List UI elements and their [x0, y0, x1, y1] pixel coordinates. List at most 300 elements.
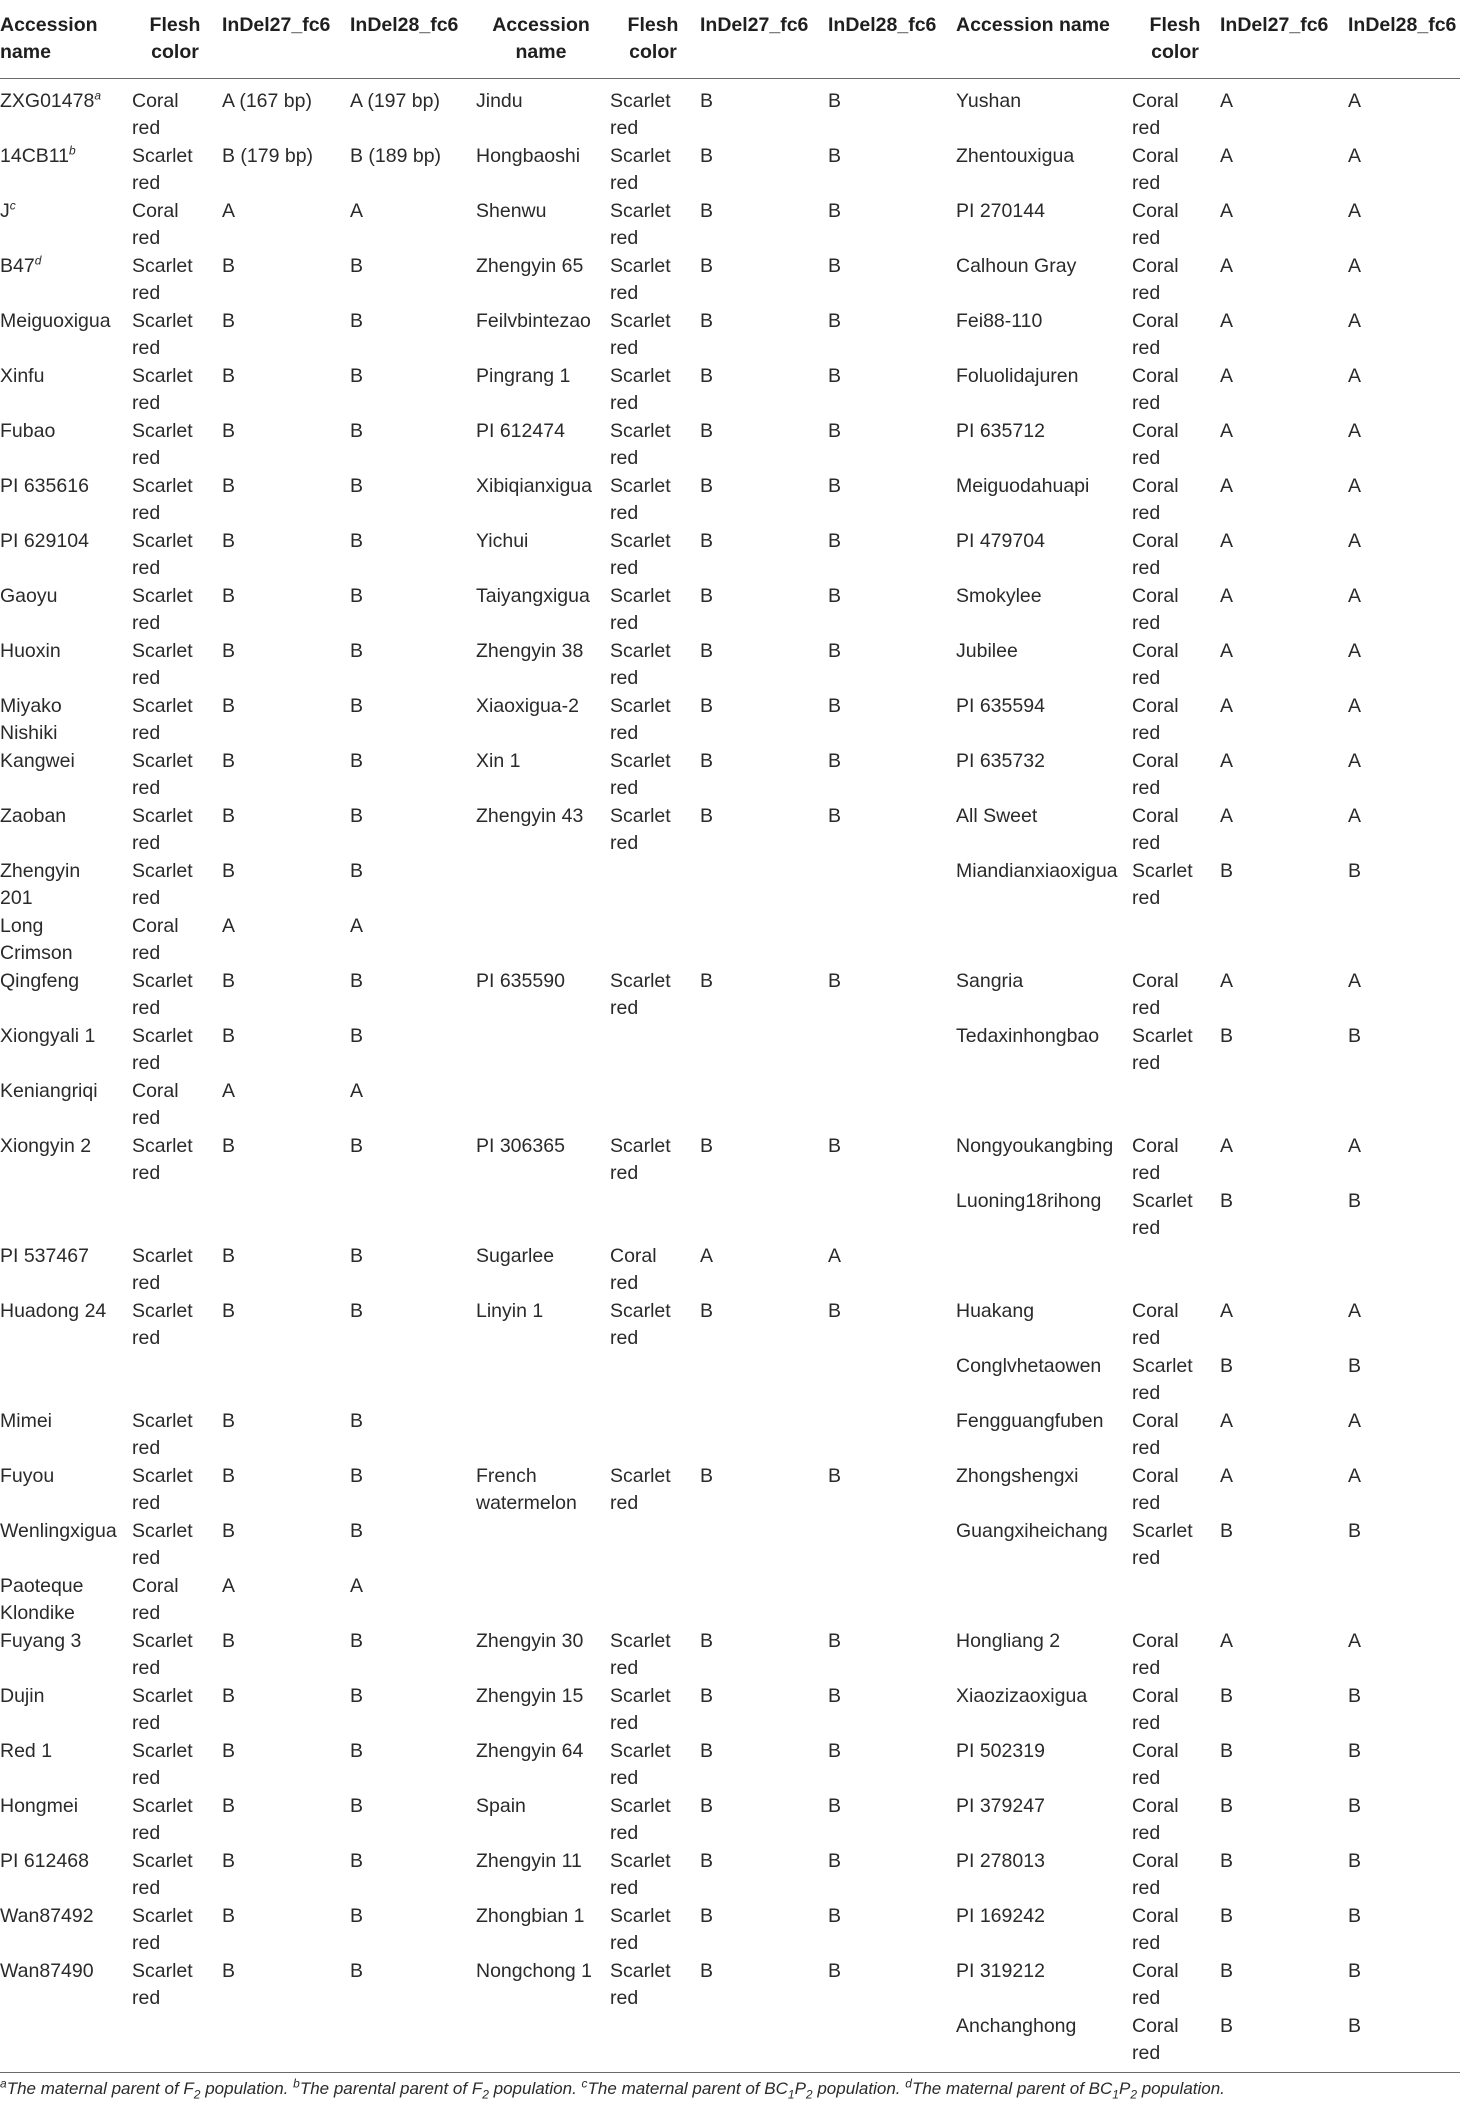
- accession-name-cell: Conglvhetaowen: [956, 1355, 1102, 1377]
- accession-name-cell: Zhengyin 65: [476, 255, 584, 277]
- accession-name-cell: Zhengyin 43: [476, 805, 584, 827]
- indel28-value-cell: A: [1348, 1410, 1362, 1432]
- flesh-color-cell: Coral red: [1132, 475, 1179, 524]
- flesh-color-cell: Coral red: [1132, 365, 1179, 414]
- flesh-color-cell: Scarlet red: [132, 1960, 193, 2009]
- indel28-value-cell: B: [1348, 2015, 1362, 2037]
- accession-name-cell: Hongliang 2: [956, 1630, 1061, 1652]
- indel27-value-cell: B: [222, 1300, 236, 1322]
- accession-name-cell: Hongbaoshi: [476, 145, 581, 167]
- indel28-value-cell: A: [1348, 365, 1362, 387]
- indel27-value-cell: B: [700, 145, 714, 167]
- accession-name-cell: Gaoyu: [0, 585, 58, 607]
- flesh-color-cell: Scarlet red: [132, 420, 193, 469]
- flesh-color-cell: Coral red: [1132, 1795, 1179, 1844]
- accession-name-cell: Zhengyin 64: [476, 1740, 584, 1762]
- indel28-value-cell: B: [350, 1795, 364, 1817]
- accession-name-cell: PI 635732: [956, 750, 1045, 772]
- indel27-value-cell: B: [700, 90, 714, 112]
- accession-name-cell: PI 319212: [956, 1960, 1045, 1982]
- column-header: Flesh color: [1149, 14, 1201, 63]
- footnote-d: $^d$The maternal parent of $BC_1P_2$ population.: [905, 2076, 1225, 2102]
- accession-name-cell: PI 635594: [956, 695, 1045, 717]
- accession-name-cell: Qingfeng: [0, 970, 80, 992]
- accession-name-cell: Miandianxiaoxigua: [956, 860, 1118, 882]
- flesh-color-cell: Coral red: [1132, 1850, 1179, 1899]
- column-header: InDel28_fc6: [350, 14, 459, 36]
- indel28-value-cell: B: [350, 530, 364, 552]
- flesh-color-cell: Scarlet red: [610, 90, 671, 139]
- flesh-color-cell: Scarlet red: [610, 970, 671, 1019]
- indel27-value-cell: B: [1220, 2015, 1234, 2037]
- accession-name-cell: Shenwu: [476, 200, 547, 222]
- accession-name-cell: Huakang: [956, 1300, 1035, 1322]
- indel28-value-cell: B: [1348, 860, 1362, 882]
- indel27-value-cell: B: [1220, 1520, 1234, 1542]
- flesh-color-cell: Scarlet red: [610, 200, 671, 249]
- indel27-value-cell: B: [700, 1465, 714, 1487]
- indel27-value-cell: A: [1220, 145, 1234, 167]
- column-header: Accession name: [956, 14, 1110, 36]
- accession-name-cell: Fei88-110: [956, 310, 1043, 332]
- flesh-color-cell: Coral red: [132, 200, 179, 249]
- footnote-a: $^a$The maternal parent of $F_2$ population.: [0, 2076, 294, 2102]
- indel27-value-cell: A: [1220, 255, 1234, 277]
- indel28-value-cell: B: [350, 1630, 364, 1652]
- indel27-value-cell: B: [1220, 1850, 1234, 1872]
- accession-name-cell: Long Crimson: [0, 915, 73, 964]
- indel27-value-cell: B: [700, 970, 714, 992]
- accession-name-cell: Xiongyali 1: [0, 1025, 96, 1047]
- table-footnotes: [0, 2078, 1460, 2100]
- indel27-value-cell: B: [222, 1520, 236, 1542]
- indel27-value-cell: B: [222, 1135, 236, 1157]
- accession-name-cell: Sugarlee: [476, 1245, 555, 1267]
- indel28-value-cell: A: [1348, 805, 1362, 827]
- flesh-color-cell: Coral red: [1132, 1630, 1179, 1679]
- flesh-color-cell: Coral red: [132, 90, 179, 139]
- indel27-value-cell: B: [222, 1245, 236, 1267]
- flesh-color-cell: Scarlet red: [610, 475, 671, 524]
- flesh-color-cell: Scarlet red: [132, 970, 193, 1019]
- indel28-value-cell: A: [1348, 310, 1362, 332]
- indel27-value-cell: B: [700, 1300, 714, 1322]
- flesh-color-cell: Scarlet red: [610, 1795, 671, 1844]
- flesh-color-cell: Scarlet red: [610, 530, 671, 579]
- indel27-value-cell: A: [1220, 200, 1234, 222]
- indel28-value-cell: B: [350, 1905, 364, 1927]
- indel27-value-cell: B: [700, 475, 714, 497]
- accession-name-text: J: [0, 200, 10, 222]
- column-header: InDel28_fc6: [828, 14, 937, 36]
- accession-name-cell: [0, 143, 128, 170]
- indel28-value-cell: B: [1348, 1685, 1362, 1707]
- indel27-value-cell: A: [1220, 805, 1234, 827]
- indel28-value-cell: B: [828, 200, 842, 222]
- indel27-value-cell: A: [1220, 1465, 1234, 1487]
- indel28-value-cell: B: [350, 1135, 364, 1157]
- indel27-value-cell: B: [700, 1960, 714, 1982]
- flesh-color-cell: Scarlet red: [610, 1850, 671, 1899]
- indel27-value-cell: B: [222, 255, 236, 277]
- flesh-color-cell: Scarlet red: [1132, 1025, 1193, 1074]
- indel27-value-cell: B: [1220, 1905, 1234, 1927]
- flesh-color-cell: Coral red: [1132, 1905, 1179, 1954]
- indel27-value-cell: B: [700, 200, 714, 222]
- indel28-value-cell: A (197 bp): [350, 90, 440, 112]
- flesh-color-cell: Scarlet red: [132, 530, 193, 579]
- flesh-color-cell: Scarlet red: [1132, 860, 1193, 909]
- accession-name-cell: Xiaoxigua-2: [476, 695, 579, 717]
- indel27-value-cell: A: [1220, 1630, 1234, 1652]
- indel28-value-cell: B: [828, 1300, 842, 1322]
- flesh-color-cell: Coral red: [132, 1575, 179, 1624]
- indel27-value-cell: B: [222, 1025, 236, 1047]
- indel27-value-cell: B: [222, 1630, 236, 1652]
- accession-name-cell: [0, 88, 128, 115]
- indel27-value-cell: B: [700, 1135, 714, 1157]
- indel27-value-cell: A (167 bp): [222, 90, 312, 112]
- indel27-value-cell: B: [222, 1465, 236, 1487]
- header-divider: [0, 78, 1460, 79]
- accession-name-cell: [0, 253, 128, 280]
- indel28-value-cell: A: [1348, 90, 1362, 112]
- indel27-value-cell: B: [222, 695, 236, 717]
- flesh-color-cell: Scarlet red: [132, 475, 193, 524]
- flesh-color-cell: Scarlet red: [610, 1685, 671, 1734]
- accession-name-cell: Fuyou: [0, 1465, 55, 1487]
- flesh-color-cell: Scarlet red: [610, 420, 671, 469]
- footnote-marker: b: [69, 143, 76, 158]
- indel28-value-cell: A: [1348, 475, 1362, 497]
- indel28-value-cell: A: [1348, 640, 1362, 662]
- indel28-value-cell: B: [1348, 1025, 1362, 1047]
- indel28-value-cell: A: [828, 1245, 842, 1267]
- flesh-color-cell: Scarlet red: [610, 1465, 671, 1514]
- indel28-value-cell: B: [1348, 1520, 1362, 1542]
- flesh-color-cell: Coral red: [1132, 200, 1179, 249]
- accession-name-cell: PI 635712: [956, 420, 1045, 442]
- footnote-b: $^b$The parental parent of $F_2$ population.: [293, 2076, 582, 2102]
- accession-name-cell: Huadong 24: [0, 1300, 107, 1322]
- accession-name-cell: PI 306365: [476, 1135, 565, 1157]
- flesh-color-cell: Coral red: [1132, 1410, 1179, 1459]
- indel27-value-cell: B: [700, 1905, 714, 1927]
- indel28-value-cell: B: [350, 1850, 364, 1872]
- accession-name-cell: PI 612468: [0, 1850, 89, 1872]
- flesh-color-cell: Scarlet red: [610, 1905, 671, 1954]
- indel28-value-cell: B: [1348, 1905, 1362, 1927]
- indel27-value-cell: B: [700, 695, 714, 717]
- indel27-value-cell: A: [1220, 585, 1234, 607]
- accession-name-cell: Feilvbintezao: [476, 310, 591, 332]
- flesh-color-cell: Coral red: [1132, 1740, 1179, 1789]
- indel28-value-cell: B: [350, 585, 364, 607]
- flesh-color-cell: Coral red: [1132, 970, 1179, 1019]
- accession-name-cell: Linyin 1: [476, 1300, 544, 1322]
- indel28-value-cell: B: [828, 1465, 842, 1487]
- indel27-value-cell: A: [1220, 750, 1234, 772]
- accession-name-cell: Zhongbian 1: [476, 1905, 585, 1927]
- flesh-color-cell: Scarlet red: [132, 1025, 193, 1074]
- flesh-color-cell: Coral red: [1132, 90, 1179, 139]
- indel28-value-cell: B: [350, 365, 364, 387]
- flesh-color-cell: Scarlet red: [132, 1630, 193, 1679]
- indel27-value-cell: B: [700, 750, 714, 772]
- indel28-value-cell: B: [828, 1630, 842, 1652]
- accession-name-cell: PI 379247: [956, 1795, 1045, 1817]
- flesh-color-cell: Coral red: [132, 915, 179, 964]
- accession-name-cell: Zhengyin 38: [476, 640, 584, 662]
- indel28-value-cell: B: [350, 1300, 364, 1322]
- accession-name-cell: Jindu: [476, 90, 523, 112]
- indel28-value-cell: B: [828, 1850, 842, 1872]
- flesh-color-cell: Scarlet red: [610, 1630, 671, 1679]
- column-header: Flesh color: [149, 14, 201, 63]
- flesh-color-cell: Scarlet red: [610, 365, 671, 414]
- accession-name-cell: PI 537467: [0, 1245, 89, 1267]
- indel27-value-cell: B: [700, 1740, 714, 1762]
- indel28-value-cell: B: [828, 420, 842, 442]
- indel28-value-cell: A: [1348, 970, 1362, 992]
- indel28-value-cell: B: [350, 1465, 364, 1487]
- indel27-value-cell: B (179 bp): [222, 145, 314, 167]
- indel28-value-cell: A: [1348, 1300, 1362, 1322]
- flesh-color-cell: Scarlet red: [1132, 1355, 1193, 1404]
- column-header: Accession name: [0, 14, 98, 63]
- accession-name-cell: Wenlingxigua: [0, 1520, 117, 1542]
- indel28-value-cell: A: [1348, 585, 1362, 607]
- indel28-value-cell: B: [828, 1905, 842, 1927]
- accession-name-cell: Paoteque Klondike: [0, 1575, 84, 1624]
- flesh-color-cell: Scarlet red: [132, 860, 193, 909]
- indel27-value-cell: B: [1220, 1960, 1234, 1982]
- flesh-color-cell: Scarlet red: [132, 1245, 193, 1294]
- accession-name-cell: Pingrang 1: [476, 365, 571, 387]
- indel28-value-cell: A: [1348, 1135, 1362, 1157]
- accession-name-cell: PI 479704: [956, 530, 1045, 552]
- indel27-value-cell: B: [222, 475, 236, 497]
- column-header: InDel27_fc6: [1220, 14, 1329, 36]
- flesh-color-cell: Scarlet red: [610, 1135, 671, 1184]
- accession-name-cell: PI 629104: [0, 530, 89, 552]
- flesh-color-cell: Scarlet red: [132, 1300, 193, 1349]
- flesh-color-cell: Coral red: [610, 1245, 657, 1294]
- indel28-value-cell: B: [1348, 1850, 1362, 1872]
- indel27-value-cell: B: [222, 1410, 236, 1432]
- indel27-value-cell: B: [222, 640, 236, 662]
- flesh-color-cell: Scarlet red: [132, 1410, 193, 1459]
- indel28-value-cell: B: [350, 1025, 364, 1047]
- footnote-marker: a: [94, 88, 101, 103]
- flesh-color-cell: Scarlet red: [132, 1740, 193, 1789]
- flesh-color-cell: Scarlet red: [610, 695, 671, 744]
- flesh-color-cell: Scarlet red: [610, 1960, 671, 2009]
- accession-name-cell: PI 635590: [476, 970, 565, 992]
- indel27-value-cell: A: [1220, 90, 1234, 112]
- accession-name-cell: Fuyang 3: [0, 1630, 82, 1652]
- indel27-value-cell: B: [1220, 1355, 1234, 1377]
- indel28-value-cell: A: [1348, 530, 1362, 552]
- accession-name-cell: PI 278013: [956, 1850, 1045, 1872]
- indel28-value-cell: B: [828, 1135, 842, 1157]
- accession-name-cell: Hongmei: [0, 1795, 79, 1817]
- accession-name-cell: Mimei: [0, 1410, 52, 1432]
- indel28-value-cell: B: [350, 1245, 364, 1267]
- indel27-value-cell: B: [700, 805, 714, 827]
- flesh-color-cell: Coral red: [1132, 1300, 1179, 1349]
- indel28-value-cell: B: [350, 640, 364, 662]
- indel27-value-cell: A: [1220, 1300, 1234, 1322]
- indel27-value-cell: A: [1220, 530, 1234, 552]
- indel27-value-cell: A: [1220, 365, 1234, 387]
- indel27-value-cell: B: [222, 420, 236, 442]
- footnote-c: $^c$The maternal parent of $BC_1P_2$ population.: [581, 2076, 906, 2102]
- flesh-color-cell: Scarlet red: [610, 255, 671, 304]
- accession-name-text: B47: [0, 255, 35, 277]
- indel27-value-cell: A: [222, 915, 236, 937]
- flesh-color-cell: Scarlet red: [132, 1465, 193, 1514]
- indel28-value-cell: A: [350, 915, 364, 937]
- flesh-color-cell: Coral red: [1132, 695, 1179, 744]
- indel27-value-cell: B: [700, 530, 714, 552]
- accession-name-cell: Keniangriqi: [0, 1080, 98, 1102]
- column-header: InDel28_fc6: [1348, 14, 1457, 36]
- indel27-value-cell: B: [222, 970, 236, 992]
- indel28-value-cell: B: [828, 145, 842, 167]
- indel28-value-cell: B (189 bp): [350, 145, 442, 167]
- indel27-value-cell: B: [222, 1685, 236, 1707]
- flesh-color-cell: Scarlet red: [132, 1850, 193, 1899]
- flesh-color-cell: Coral red: [1132, 420, 1179, 469]
- indel27-value-cell: B: [222, 1960, 236, 1982]
- flesh-color-cell: Coral red: [1132, 310, 1179, 359]
- indel28-value-cell: B: [828, 255, 842, 277]
- flesh-color-cell: Scarlet red: [132, 805, 193, 854]
- indel27-value-cell: A: [1220, 310, 1234, 332]
- indel28-value-cell: B: [350, 255, 364, 277]
- indel28-value-cell: B: [828, 585, 842, 607]
- indel28-value-cell: A: [1348, 1630, 1362, 1652]
- indel28-value-cell: B: [828, 310, 842, 332]
- footnote-marker: c: [9, 198, 16, 213]
- indel28-value-cell: B: [1348, 1795, 1362, 1817]
- indel27-value-cell: A: [222, 1575, 236, 1597]
- flesh-color-cell: Scarlet red: [610, 145, 671, 194]
- accession-name-cell: Calhoun Gray: [956, 255, 1077, 277]
- flesh-color-cell: Scarlet red: [132, 255, 193, 304]
- accession-name-cell: Wan87490: [0, 1960, 94, 1982]
- flesh-color-cell: Coral red: [1132, 585, 1179, 634]
- indel27-value-cell: B: [700, 310, 714, 332]
- accession-name-cell: Jubilee: [956, 640, 1018, 662]
- flesh-color-cell: Coral red: [1132, 640, 1179, 689]
- indel28-value-cell: B: [828, 750, 842, 772]
- indel27-value-cell: A: [1220, 695, 1234, 717]
- accession-name-cell: All Sweet: [956, 805, 1038, 827]
- flesh-color-cell: Scarlet red: [1132, 1190, 1193, 1239]
- indel27-value-cell: A: [222, 1080, 236, 1102]
- accession-name-cell: Zhengyin 201: [0, 860, 81, 909]
- indel27-value-cell: B: [222, 365, 236, 387]
- accession-name-text: 14CB11: [0, 145, 70, 167]
- indel28-value-cell: B: [350, 1685, 364, 1707]
- indel28-value-cell: A: [350, 1575, 364, 1597]
- flesh-color-cell: Scarlet red: [132, 145, 193, 194]
- indel28-value-cell: B: [828, 640, 842, 662]
- indel28-value-cell: B: [828, 1740, 842, 1762]
- flesh-color-cell: Scarlet red: [610, 1300, 671, 1349]
- flesh-color-cell: Coral red: [1132, 2015, 1179, 2064]
- indel27-value-cell: B: [700, 640, 714, 662]
- indel27-value-cell: B: [700, 1685, 714, 1707]
- flesh-color-cell: Coral red: [1132, 1960, 1179, 2009]
- indel28-value-cell: B: [828, 970, 842, 992]
- flesh-color-cell: Scarlet red: [132, 1905, 193, 1954]
- indel28-value-cell: A: [1348, 750, 1362, 772]
- indel27-value-cell: B: [222, 310, 236, 332]
- accession-name-cell: PI 612474: [476, 420, 565, 442]
- indel28-value-cell: B: [828, 365, 842, 387]
- indel28-value-cell: B: [828, 695, 842, 717]
- indel27-value-cell: B: [1220, 1190, 1234, 1212]
- flesh-color-cell: Scarlet red: [132, 585, 193, 634]
- indel27-value-cell: B: [700, 420, 714, 442]
- indel27-value-cell: A: [1220, 420, 1234, 442]
- flesh-color-cell: Scarlet red: [132, 1795, 193, 1844]
- indel28-value-cell: B: [350, 970, 364, 992]
- indel28-value-cell: B: [828, 90, 842, 112]
- indel27-value-cell: B: [222, 1850, 236, 1872]
- indel28-value-cell: B: [828, 1685, 842, 1707]
- indel27-value-cell: B: [222, 530, 236, 552]
- indel28-value-cell: B: [350, 805, 364, 827]
- indel28-value-cell: B: [350, 420, 364, 442]
- accession-name-cell: Red 1: [0, 1740, 53, 1762]
- indel28-value-cell: B: [350, 310, 364, 332]
- flesh-color-cell: Coral red: [1132, 1685, 1179, 1734]
- flesh-color-cell: Scarlet red: [610, 1740, 671, 1789]
- accession-name-cell: PI 270144: [956, 200, 1045, 222]
- flesh-color-cell: Scarlet red: [132, 1520, 193, 1569]
- indel27-value-cell: A: [1220, 640, 1234, 662]
- indel27-value-cell: B: [700, 1795, 714, 1817]
- indel27-value-cell: B: [1220, 1025, 1234, 1047]
- indel28-value-cell: B: [1348, 1740, 1362, 1762]
- indel27-value-cell: B: [222, 1740, 236, 1762]
- accession-name-cell: Yushan: [956, 90, 1022, 112]
- indel28-value-cell: B: [1348, 1960, 1362, 1982]
- accession-name-cell: Sangria: [956, 970, 1024, 992]
- indel28-value-cell: B: [350, 1520, 364, 1542]
- accession-name-cell: Taiyangxigua: [476, 585, 590, 607]
- indel28-value-cell: A: [1348, 1465, 1362, 1487]
- accession-name-cell: PI 169242: [956, 1905, 1045, 1927]
- indel28-value-cell: A: [1348, 145, 1362, 167]
- flesh-color-cell: Coral red: [1132, 530, 1179, 579]
- column-header: InDel27_fc6: [700, 14, 809, 36]
- flesh-color-cell: Scarlet red: [610, 805, 671, 854]
- accession-name-cell: Spain: [476, 1795, 526, 1817]
- indel27-value-cell: A: [222, 200, 236, 222]
- accession-name-text: ZXG01478: [0, 90, 95, 112]
- flesh-color-cell: Coral red: [1132, 805, 1179, 854]
- indel28-value-cell: B: [350, 1410, 364, 1432]
- accession-name-cell: Nongchong 1: [476, 1960, 593, 1982]
- indel27-value-cell: B: [1220, 1740, 1234, 1762]
- indel28-value-cell: A: [1348, 200, 1362, 222]
- accession-name-cell: Zaoban: [0, 805, 67, 827]
